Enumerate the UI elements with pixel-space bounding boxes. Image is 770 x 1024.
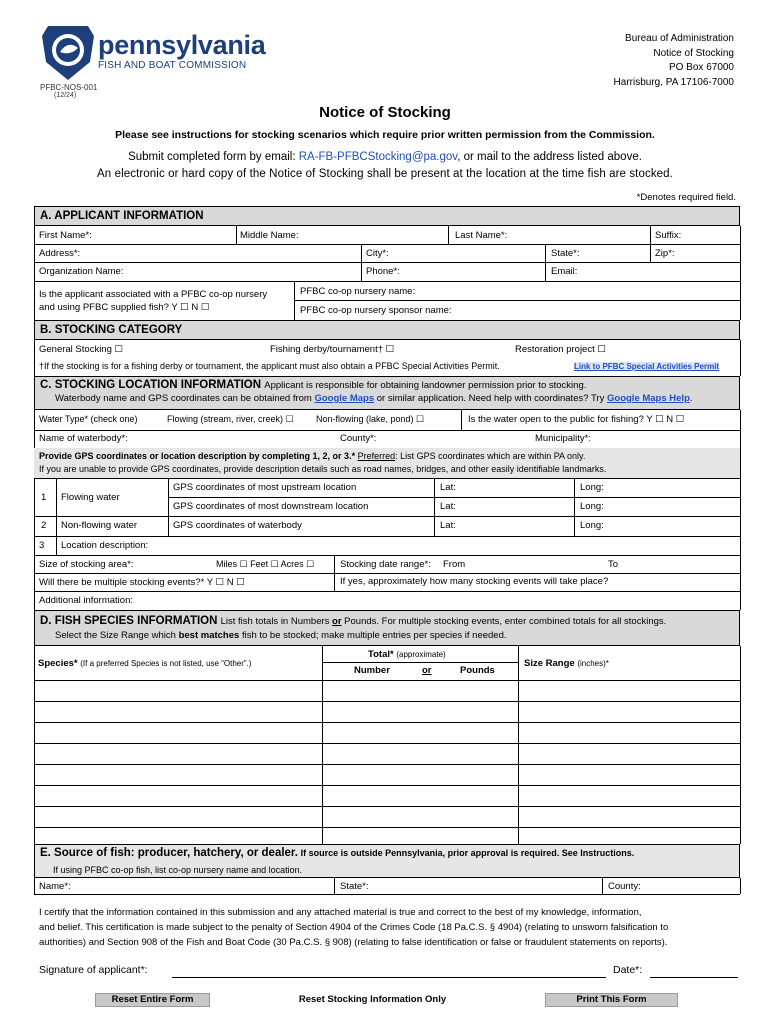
state-field[interactable]: State*: — [551, 248, 580, 259]
section-a-header: A. APPLICANT INFORMATION — [34, 206, 740, 226]
certify-line: authorities) and Section 908 of the Fish and Boat Code (30 Pa.C.S. § 908) (relating to false identification or false or fraudulent statements on reports). — [39, 937, 668, 948]
reset-stocking-button[interactable]: Reset Stocking Information Only — [285, 993, 460, 1007]
species-col — [38, 658, 251, 669]
general-stocking-checkbox[interactable]: General Stocking ☐ — [39, 344, 124, 355]
events-count-field[interactable]: If yes, approximately how many stocking events will take place? — [340, 576, 609, 587]
last-name-field[interactable]: Last Name*: — [455, 230, 508, 241]
phone-field[interactable]: Phone*: — [366, 266, 400, 277]
reset-entire-form-button[interactable]: Reset Entire Form — [95, 993, 210, 1007]
d-line2-bold: best matches — [178, 630, 240, 641]
size-col-label: Size Range — [524, 658, 575, 669]
date-from-field[interactable]: From — [443, 559, 466, 570]
gps-line2: If you are unable to provide GPS coordinates, provide description details such as road names, bridges, and other easily identifiable landmarks. — [39, 464, 607, 474]
certification-text — [39, 905, 668, 950]
gps-instructions — [34, 448, 740, 478]
municipality-field[interactable]: Municipality*: — [535, 433, 591, 444]
address-line: PO Box 67000 — [668, 62, 734, 74]
google-maps-link[interactable]: Google Maps — [314, 393, 375, 404]
certify-line: I certify that the information contained in this submission and any attached material is true and correct to the best of my knowledge, information, — [39, 907, 642, 918]
date-field[interactable] — [650, 962, 738, 977]
form-id: PFBC-NOS-001 — [40, 83, 98, 92]
flowing-checkbox[interactable]: Flowing (stream, river, creek) ☐ — [167, 414, 294, 424]
area-units-checkboxes[interactable]: Miles ☐ Feet ☐ Acres ☐ — [216, 559, 315, 569]
section-d-note — [221, 616, 667, 627]
species-table-header — [34, 646, 740, 680]
suffix-field[interactable]: Suffix: — [655, 230, 682, 241]
address-line: Harrisburg, PA 17106-7000 — [613, 76, 734, 88]
public-access-yn[interactable]: Is the water open to the public for fishing? Y ☐ N ☐ — [468, 414, 685, 425]
size-range-col — [524, 658, 609, 669]
page-title: Notice of Stocking — [319, 104, 451, 121]
city-field[interactable]: City*: — [366, 248, 389, 259]
waterbody-field[interactable]: Name of waterbody*: — [39, 433, 128, 444]
derby-checkbox[interactable]: Fishing derby/tournament† ☐ — [270, 344, 395, 355]
section-c-line2 — [40, 392, 739, 405]
permit-link-text[interactable]: Link to PFBC Special Activities Permit — [574, 362, 720, 371]
section-e-header — [34, 844, 740, 878]
gps-bold: Provide GPS coordinates or location description by completing 1, 2, or 3.* — [39, 451, 356, 461]
location-description-field[interactable]: Location description: — [61, 540, 149, 551]
total-col-note: (approximate) — [396, 650, 446, 659]
or-col: or — [422, 665, 432, 676]
date-to-field[interactable]: To — [608, 559, 619, 570]
restoration-checkbox[interactable]: Restoration project ☐ — [515, 344, 606, 355]
c-line2-b: or similar application. Need help with coordinates? Try — [374, 393, 607, 404]
address-line: Notice of Stocking — [653, 47, 734, 59]
date-label: Date*: — [613, 964, 643, 976]
species-select[interactable] — [35, 681, 322, 701]
submit-line — [0, 151, 770, 163]
upstream-lat-field[interactable]: Lat: — [440, 482, 456, 493]
section-e-coop-note: If using PFBC co-op fish, list co-op nursery name and location. — [53, 865, 303, 875]
organization-field[interactable]: Organization Name: — [39, 266, 124, 277]
county-field[interactable]: County*: — [340, 433, 377, 444]
mailing-address — [614, 32, 734, 90]
downstream-long-field[interactable]: Long: — [580, 501, 604, 512]
section-c-title: C. STOCKING LOCATION INFORMATION — [40, 379, 262, 391]
email-link[interactable]: RA-FB-PFBCStocking@pa.gov — [298, 151, 458, 163]
upstream-gps-label: GPS coordinates of most upstream location — [173, 482, 357, 493]
row2-label: Non-flowing water — [61, 520, 138, 531]
copy-line: An electronic or hard copy of the Notice of Stocking shall be present at the location at the time fish are stocked. — [97, 168, 673, 180]
submit-prefix: Submit completed form by email: — [128, 151, 299, 163]
stocking-area-size-field[interactable]: Size of stocking area*: — [39, 559, 134, 570]
species-col-label: Species* — [38, 658, 78, 669]
waterbody-long-field[interactable]: Long: — [580, 520, 604, 531]
section-c-note: Applicant is responsible for obtaining landowner permission prior to stocking. — [264, 380, 587, 391]
section-e-line1 — [40, 847, 634, 859]
section-d-header — [34, 610, 740, 646]
nursery-name-field[interactable]: PFBC co-op nursery name: — [300, 286, 416, 297]
d-note-b: Pounds. For multiple stocking events, enter combined totals for all stockings. — [341, 616, 667, 627]
nursery-sponsor-field[interactable]: PFBC co-op nursery sponsor name: — [300, 305, 452, 316]
source-name-field[interactable]: Name*: — [39, 881, 71, 892]
form-date: (12/24) — [54, 92, 77, 99]
print-form-button[interactable]: Print This Form — [545, 993, 678, 1007]
brand-pennsylvania: pennsylvania — [98, 30, 266, 60]
gps-pref-rest: : List GPS coordinates which are within PA only. — [395, 451, 586, 461]
section-b-header: B. STOCKING CATEGORY — [34, 320, 740, 340]
brand-commission: FISH AND BOAT COMMISSION — [98, 60, 247, 71]
row3-number: 3 — [39, 540, 45, 551]
section-d-title: D. FISH SPECIES INFORMATION — [40, 615, 218, 627]
total-col-label: Total* — [368, 649, 394, 660]
gps-preferred: Preferred — [357, 451, 396, 461]
c-line2-c: . — [689, 393, 693, 404]
number-col: Number — [354, 665, 390, 676]
upstream-long-field[interactable]: Long: — [580, 482, 604, 493]
d-note-a: List fish totals in Numbers — [220, 616, 333, 627]
gps-line1 — [39, 451, 585, 461]
address-line: Bureau of Administration — [625, 33, 734, 44]
row2-number: 2 — [41, 520, 47, 531]
instructions-bold: Please see instructions for stocking scenarios which require prior written permission from the Commission. — [115, 129, 655, 141]
email-field[interactable]: Email: — [551, 266, 578, 277]
section-d-line2 — [40, 629, 739, 643]
d-line2-b: fish to be stocked; make multiple entries per species if needed. — [239, 630, 507, 641]
certify-line: and belief. This certification is made subject to the penalty of Section 4904 of the Crimes Code (18 Pa.C.S. § 4904) (relating to unsworn falsification to — [39, 922, 669, 933]
address-field[interactable]: Address*: — [39, 248, 81, 259]
row1-number: 1 — [41, 492, 47, 503]
d-line2-a: Select the Size Range which — [55, 630, 179, 641]
date-range-label: Stocking date range*: — [340, 559, 431, 570]
pounds-col: Pounds — [460, 665, 495, 676]
water-type-label: Water Type* (check one) — [39, 414, 138, 424]
submit-suffix: , or mail to the address listed above. — [457, 151, 642, 163]
permit-link[interactable] — [574, 362, 719, 371]
size-col-note: (inches)* — [577, 659, 609, 668]
pa-keystone-seal — [40, 22, 96, 82]
size-range-select[interactable] — [519, 681, 740, 701]
coop-question-line1: Is the applicant associated with a PFBC co-op nursery — [39, 289, 268, 300]
first-name-field[interactable]: First Name*: — [39, 230, 92, 241]
row1-label: Flowing water — [61, 492, 120, 503]
section-c-header — [34, 376, 740, 410]
source-state-field[interactable]: State*: — [340, 881, 369, 892]
section-e-title: E. Source of fish: producer, hatchery, or dealer. — [40, 847, 298, 859]
multiple-events-yn[interactable]: Will there be multiple stocking events?* Y ☐ N ☐ — [39, 577, 245, 588]
waterbody-lat-field[interactable]: Lat: — [440, 520, 456, 531]
derby-note: †If the stocking is for a fishing derby or tournament, the applicant must also obtain a PFBC Special Activities Permit. — [39, 361, 500, 371]
waterbody-gps-label: GPS coordinates of waterbody — [173, 520, 302, 531]
signature-field[interactable] — [172, 962, 606, 977]
required-note: *Denotes required field. — [636, 192, 736, 203]
total-col — [368, 649, 446, 660]
section-e-note: If source is outside Pennsylvania, prior approval is required. See Instructions. — [300, 848, 635, 858]
google-maps-help-link[interactable]: Google Maps Help — [607, 393, 690, 404]
nonflowing-checkbox[interactable]: Non-flowing (lake, pond) ☐ — [316, 414, 425, 424]
downstream-lat-field[interactable]: Lat: — [440, 501, 456, 512]
downstream-gps-label: GPS coordinates of most downstream location — [173, 501, 369, 512]
middle-name-field[interactable]: Middle Name: — [240, 230, 299, 241]
signature-label: Signature of applicant*: — [39, 964, 148, 976]
source-county-field[interactable]: County: — [608, 881, 641, 892]
species-col-note: (If a preferred Species is not listed, use “Other”.) — [80, 659, 252, 668]
zip-field[interactable]: Zip*: — [655, 248, 675, 259]
d-note-or: or — [332, 616, 342, 627]
total-input[interactable] — [323, 681, 518, 701]
c-line2-a: Waterbody name and GPS coordinates can be obtained from — [55, 393, 315, 404]
additional-info-field[interactable]: Additional information: — [39, 595, 133, 606]
coop-question-yn[interactable]: and using PFBC supplied fish? Y ☐ N ☐ — [39, 302, 210, 313]
